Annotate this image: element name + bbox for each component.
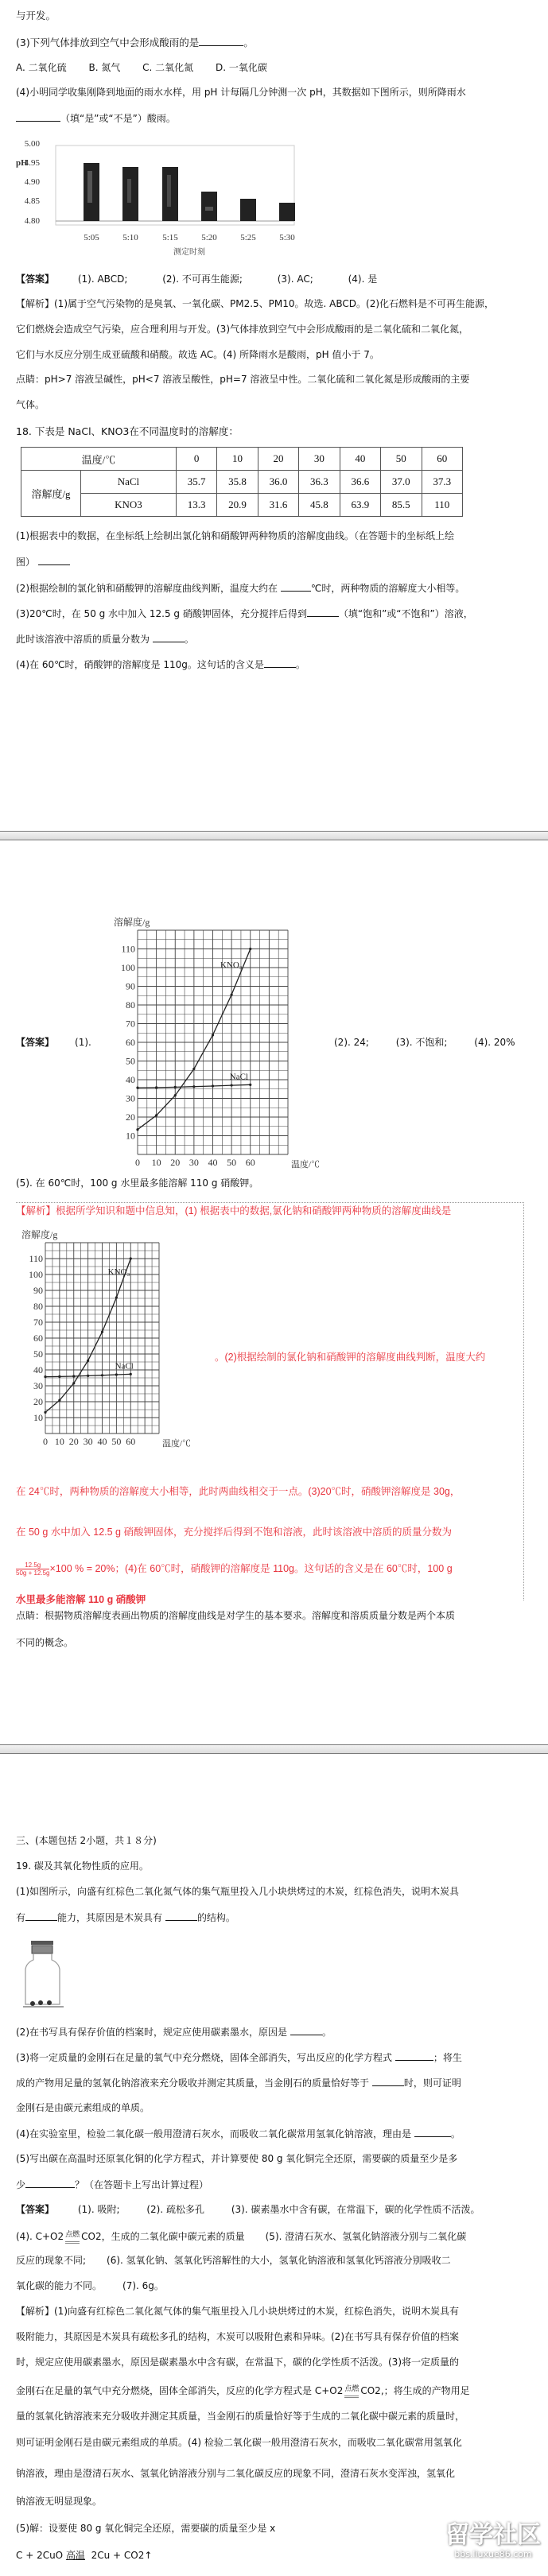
q-text: (2)在书写具有保存价值的档案时，规定应使用碳素墨水，原因是 <box>16 2027 288 2038</box>
fraction-numerator: 12.5g <box>16 1562 49 1569</box>
text-line: 与开发。 <box>16 10 56 21</box>
table-cell: 36.6 <box>340 471 380 494</box>
question-18-3-cont <box>16 632 194 646</box>
table-header: 40 <box>340 448 380 471</box>
answer-item: (4). 是 <box>348 274 378 285</box>
fraction-denominator: 50g + 12.5g <box>16 1569 50 1577</box>
ph-bar-chart <box>16 139 318 258</box>
svg-text:5:25: 5:25 <box>240 233 256 242</box>
solubility-chart-answer <box>103 914 321 1170</box>
watermark-sub: bbs.liuxue86.com <box>454 2549 532 2559</box>
svg-text:10: 10 <box>33 1412 43 1423</box>
answer-blank[interactable] <box>25 1911 57 1921</box>
svg-text:30: 30 <box>188 1157 199 1168</box>
ytick: 4.80 <box>24 216 40 226</box>
svg-text:温度/℃: 温度/℃ <box>162 1439 192 1449</box>
x-axis-label: 测定时刻 <box>173 248 205 257</box>
analysis-text: 则可证明金刚石是由碳元素组成的单质。(4) 检验二氧化碳一般用澄清石灰水，而吸收二氧化碳常用氢氧化 <box>16 2437 462 2448</box>
q-text: (3)下列气体排放到空气中会形成酸雨的是 <box>16 37 200 48</box>
analysis-text: 吸附能力，其原因是木炭具有疏松多孔的结构，木炭可以吸附色素和异味。(2)在书写具有保存价值的档案 <box>16 2331 460 2342</box>
q-text: (4)在 60℃时，硝酸钾的溶解度是 110g。这句话的含义是 <box>16 659 264 670</box>
answer-item: (3). 碳素墨水中含有碳，在常温下，碳的化学性质不活泼。 <box>231 2204 480 2215</box>
answer-blank[interactable] <box>307 607 339 617</box>
answer-item: (6). 氢氧化钠、氢氧化钙溶解性的大小，氢氧化钠溶液和氢氧化钙溶液分别吸收二 <box>107 2255 451 2266</box>
answer-blank[interactable] <box>264 658 296 668</box>
svg-text:100: 100 <box>29 1269 43 1280</box>
analysis-text-red <box>16 1562 453 1577</box>
q-text: (2)根据绘制的氯化钠和硝酸钾的溶解度曲线判断，温度大约在 <box>16 583 278 594</box>
table-header: 20 <box>258 448 298 471</box>
svg-text:90: 90 <box>33 1285 43 1296</box>
answer-row-19-l2 <box>16 2229 466 2244</box>
answer-item: 氧化碳的能力不同。 <box>16 2280 103 2291</box>
svg-text:80: 80 <box>126 999 135 1011</box>
y-axis-ticks <box>16 139 41 226</box>
bars <box>84 163 295 221</box>
svg-text:0: 0 <box>135 1157 140 1168</box>
answer-item: (5). 澄清石灰水、氢氧化钠溶液分别与二氧化碳 <box>265 2231 467 2242</box>
svg-text:5:10: 5:10 <box>122 233 138 242</box>
svg-text:70: 70 <box>33 1317 43 1328</box>
q-text: 时，则可证明 <box>403 2077 461 2089</box>
question-17-4-cont <box>16 111 176 125</box>
table-cell: 31.6 <box>258 494 298 517</box>
table-cell: 36.0 <box>258 471 298 494</box>
question-18-1-cont <box>16 555 70 568</box>
svg-text:5:05: 5:05 <box>84 233 99 242</box>
table-header: 0 <box>176 448 216 471</box>
question-17-4: (4)小明同学收集刚降到地面的雨水水样，用 pH 计每隔几分钟测一次 pH，其数据如下图所示，则所降雨水 <box>16 87 466 98</box>
svg-text:10: 10 <box>126 1130 135 1142</box>
q-text: 能力，其原因是木炭具有 <box>57 1912 163 1923</box>
q-text: ？（在答题卡上写出计算过程） <box>75 2179 209 2190</box>
bar-highlights <box>87 171 213 211</box>
analysis-text-red: 在 24℃时，两种物质的溶解度大小相等，此时两曲线相交于一点。(3)20℃时，硝酸钾溶解度是 30g， <box>16 1486 461 1497</box>
analysis-text: 量的氢氧化钠溶液来充分吸收并测定其质量，当金刚石的质量恰好等于生成的二氧化碳中碳元素的质量时， <box>16 2411 465 2422</box>
answer-row-18 <box>16 1036 91 1049</box>
q-text: 。 <box>243 37 254 48</box>
answer-item: (4). C+O2 <box>16 2231 64 2242</box>
table-header: 60 <box>422 448 463 471</box>
question-18-1: (1)根据表中的数据，在坐标纸上绘制出氯化钠和硝酸钾两种物质的溶解度曲线。（在答题卡的坐标纸上绘 <box>16 530 455 541</box>
svg-text:20: 20 <box>126 1111 135 1123</box>
row-group-label: 溶解度/g <box>21 471 81 517</box>
analysis-text: 时，规定应使用碳素墨水，原因是碳素墨水中含有碳，在常温下，碳的化学性质不活泼。(3)将一定质量的 <box>16 2357 460 2368</box>
answer-blank[interactable] <box>199 36 243 46</box>
question-18-intro: 18. 下表是 NaCl、KNO3在不同温度时的溶解度： <box>16 425 239 437</box>
svg-text:50: 50 <box>126 1055 135 1067</box>
row-label: NaCl <box>81 471 177 494</box>
q-text: 。 <box>450 2128 461 2140</box>
ytick: 4.85 <box>24 196 40 206</box>
reaction-condition: 点燃 <box>65 2229 80 2244</box>
table-cell: 36.3 <box>299 471 340 494</box>
question-19-2 <box>16 2025 332 2039</box>
table-header: 10 <box>217 448 258 471</box>
svg-text:60: 60 <box>126 1037 135 1048</box>
question-19-3 <box>16 2050 462 2064</box>
analysis-text: 【解析】(1)属于空气污染物的是臭氧、一氧化碳、PM2.5、PM10。故选. ABCD。(2)化石燃料是不可再生能源， <box>16 298 495 309</box>
svg-text:40: 40 <box>208 1157 218 1168</box>
table-cell: 13.3 <box>176 494 216 517</box>
answer-blank[interactable] <box>153 632 185 642</box>
watermark <box>445 2522 541 2560</box>
table-header: 50 <box>381 448 422 471</box>
tip-text: 点睛：pH>7 溶液呈碱性，pH<7 溶液呈酸性，pH=7 溶液呈中性。二氧化硫和二氧化氮是形成酸雨的主要 <box>16 374 470 385</box>
table-cell: 85.5 <box>381 494 422 517</box>
question-19-1: (1)如图所示，向盛有红棕色二氧化氮气体的集气瓶里投入几小块烘烤过的木炭，红棕色消失，说明木炭具 <box>16 1886 460 1897</box>
answer-row-19-l3 <box>16 2254 451 2267</box>
svg-text:NaCl: NaCl <box>115 1361 134 1371</box>
tip-text: 不同的概念。 <box>16 1637 74 1648</box>
table-cell: 63.9 <box>340 494 380 517</box>
reaction-condition: 高温 <box>65 2550 85 2561</box>
answer-blank[interactable] <box>290 2025 322 2035</box>
y-axis-label: pH <box>16 158 28 168</box>
tip-text: 气体。 <box>16 399 45 410</box>
option-b: B. 氮气 <box>88 62 121 73</box>
answer-item-5: (5). 在 60℃时，100 g 水里最多能溶解 110 g 硝酸钾。 <box>16 1177 259 1189</box>
analysis-text-red: 【解析】根据所学知识和题中信息知，(1) 根据表中的数据,氯化钠和硝酸钾两种物质的溶解度曲线是 <box>16 1205 452 1216</box>
question-19-5-cont <box>16 2178 208 2191</box>
analysis-text <box>16 2383 470 2398</box>
svg-text:30: 30 <box>126 1092 135 1104</box>
table-cell: 35.7 <box>176 471 216 494</box>
table-row <box>21 471 463 494</box>
svg-text:溶解度/g: 溶解度/g <box>114 917 150 928</box>
answer-item: (1). <box>75 1037 91 1048</box>
analysis-text: 【解析】(1)向盛有红棕色二氧化氮气体的集气瓶里投入几小块烘烤过的木炭，红棕色消失，说明木炭具有 <box>16 2306 460 2317</box>
svg-text:溶解度/g: 溶解度/g <box>21 1229 58 1240</box>
answer-blank[interactable] <box>25 2178 75 2188</box>
answer-item: CO2，生成的二氧化碳中碳元素的质量 <box>81 2231 245 2242</box>
equation-line <box>16 2549 152 2562</box>
svg-text:KNO₃: KNO₃ <box>220 960 243 970</box>
svg-text:30: 30 <box>83 1436 93 1447</box>
page-separator <box>0 1744 548 1754</box>
answer-label: 【答案】 <box>16 1037 55 1048</box>
svg-text:5:20: 5:20 <box>201 233 217 242</box>
analysis-text: 钠溶液无明显现象。 <box>16 2496 103 2507</box>
answer-row-18-rest <box>334 1036 515 1049</box>
svg-text:90: 90 <box>126 980 135 992</box>
q-text: 2Cu + CO2↑ <box>91 2550 153 2561</box>
svg-text:60: 60 <box>33 1333 43 1344</box>
answer-label: 【答案】 <box>16 274 55 285</box>
ytick: 4.95 <box>24 158 40 168</box>
svg-text:NaCl: NaCl <box>229 1072 248 1082</box>
question-18-3 <box>16 607 473 620</box>
q-text: ℃时，两种物质的溶解度大小相等。 <box>310 583 465 594</box>
page-separator <box>0 831 548 840</box>
row-label: KNO3 <box>81 494 177 517</box>
question-19-title: 19. 碳及其氧化物性质的应用。 <box>16 1860 149 1872</box>
ytick: 4.90 <box>24 177 40 187</box>
analysis-text: 它们与水反应分别生成亚硫酸和硝酸。故选 AC。(4) 所降雨水是酸雨，pH 值小于 7。 <box>16 349 379 360</box>
q-text: （填“是”或“不是”）酸雨。 <box>60 113 176 124</box>
svg-text:20: 20 <box>33 1396 43 1407</box>
q-text: C + 2CuO <box>16 2550 64 2561</box>
answer-item: (2). 不可再生能源; <box>162 274 243 285</box>
q-text: (4)在实验室里，检验二氧化碳一般用澄清石灰水，而吸收二氧化碳常用氢氧化钠溶液，理由是 <box>16 2128 412 2140</box>
svg-text:50: 50 <box>33 1348 43 1360</box>
svg-text:30: 30 <box>33 1380 43 1391</box>
question-19-3-cont <box>16 2076 461 2089</box>
q-text: 。 <box>321 2027 332 2038</box>
svg-text:10: 10 <box>151 1157 161 1168</box>
svg-text:60: 60 <box>126 1436 136 1447</box>
table-cell: 20.9 <box>217 494 258 517</box>
answer-item: (1). ABCD; <box>77 274 128 285</box>
svg-text:KNO₃: KNO₃ <box>107 1267 130 1277</box>
q-text: 有 <box>16 1912 26 1923</box>
answer-blank[interactable] <box>281 581 311 592</box>
answer-item: 反应的现象不同; <box>16 2255 87 2266</box>
svg-text:110: 110 <box>121 943 135 955</box>
svg-text:100: 100 <box>121 962 135 973</box>
answer-item: (1). 吸附; <box>77 2204 120 2215</box>
svg-text:40: 40 <box>97 1436 107 1447</box>
ytick: 5.00 <box>24 139 40 149</box>
analysis-text-red: 。(2)根据绘制的氯化钠和硝酸钾的溶解度曲线判断，温度大约 <box>215 1352 486 1363</box>
solubility-chart-analysis <box>12 1227 219 1465</box>
svg-text:40: 40 <box>33 1364 43 1375</box>
svg-text:20: 20 <box>170 1157 181 1168</box>
q-text: ×100 % = 20%；(4)在 60℃时，硝酸钾的溶解度是 110g。这句话的含义是在 60℃时，100 g <box>49 1562 453 1574</box>
answer-blank[interactable] <box>414 2127 451 2137</box>
solubility-table <box>21 447 463 517</box>
q-text: 。 <box>184 634 194 645</box>
tip-text: 点睛：根据物质溶解度表画出物质的溶解度曲线是对学生的基本要求。溶解度和溶质质量分数是两个本质 <box>16 1610 456 1621</box>
svg-text:20: 20 <box>68 1436 79 1447</box>
gas-bottle-icon <box>20 1936 68 2012</box>
analysis-text-red: 在 50 g 水中加入 12.5 g 硝酸钾固体，充分搅拌后得到不饱和溶液，此时该溶液中溶质的质量分数为 <box>16 1527 452 1538</box>
question-19-1-cont <box>16 1911 235 1924</box>
answer-row-17 <box>16 273 377 285</box>
q-text: 成的产物用足量的氢氧化钠溶液来充分吸收并测定其质量，当金刚石的质量恰好等于 <box>16 2077 370 2089</box>
q-text: 图） <box>16 557 36 568</box>
answer-blank[interactable] <box>165 1911 197 1921</box>
table-cell: 37.3 <box>422 471 463 494</box>
question-18-4 <box>16 658 305 671</box>
analysis-text-red: 水里最多能溶解 110 g 硝酸钾 <box>16 1594 146 1605</box>
svg-text:110: 110 <box>29 1253 43 1264</box>
table-header: 温度/℃ <box>21 448 177 471</box>
x-axis-ticks <box>84 233 295 242</box>
q-text: 。 <box>295 659 305 670</box>
q-text: (3)将一定质量的金刚石在足量的氧气中充分燃烧，固体全部消失，写出反应的化学方程式 <box>16 2052 393 2063</box>
answer-item: (3). AC; <box>277 274 313 285</box>
svg-text:5:15: 5:15 <box>162 233 178 242</box>
svg-text:温度/℃: 温度/℃ <box>291 1160 321 1170</box>
q-text: 金刚石在足量的氧气中充分燃烧，固体全部消失，反应的化学方程式是 C+O2 <box>16 2385 344 2396</box>
fraction <box>16 1562 49 1577</box>
svg-text:10: 10 <box>54 1436 64 1447</box>
svg-text:0: 0 <box>43 1436 48 1447</box>
table-cell: 45.8 <box>299 494 340 517</box>
reaction-condition: 点燃 <box>344 2383 359 2398</box>
watermark-main: 留学社区 <box>445 2521 541 2549</box>
option-a: A. 二氧化硫 <box>16 62 67 73</box>
table-row <box>21 494 463 517</box>
svg-text:50: 50 <box>227 1157 237 1168</box>
table-cell: 35.8 <box>217 471 258 494</box>
question-19-4 <box>16 2127 461 2140</box>
answer-item: (2). 疏松多孔 <box>146 2204 204 2215</box>
analysis-text: 钠溶液，理由是澄清石灰水、氢氧化钠溶液分别与二氧化碳反应的现象不同，澄清石灰水变浑浊，氢氧化 <box>16 2468 456 2479</box>
svg-text:60: 60 <box>245 1157 255 1168</box>
answer-row-19-l4 <box>16 2279 164 2292</box>
answer-blank[interactable] <box>372 2076 404 2086</box>
options-row <box>16 61 267 74</box>
analysis-text: (5)解：设要使 80 g 氧化铜完全还原，需要碳的质量至少是 x <box>16 2523 276 2534</box>
answer-blank[interactable] <box>16 111 60 122</box>
q-text: (3)20℃时，在 50 g 水中加入 12.5 g 硝酸钾固体，充分搅拌后得到 <box>16 608 307 619</box>
answer-item: (7). 6g。 <box>122 2280 164 2291</box>
option-d: D. 一氧化碳 <box>216 62 267 73</box>
table-header: 30 <box>299 448 340 471</box>
svg-text:70: 70 <box>126 1018 135 1030</box>
answer-blank[interactable] <box>38 555 70 565</box>
section-heading: 三、(本题包括 2小题，共１８分) <box>16 1835 157 1846</box>
question-18-2 <box>16 581 464 595</box>
question-17-3 <box>16 36 254 49</box>
answer-item: (4). 20% <box>474 1037 515 1048</box>
q-text: 此时该溶液中溶质的质量分数为 <box>16 634 150 645</box>
question-19-3-cont: 金刚石是由碳元素组成的单质。 <box>16 2102 150 2113</box>
question-19-5: (5)写出碳在高温时还原氧化铜的化学方程式，并计算要使 80 g 氧化铜完全还原，需要碳的质量至少是多 <box>16 2153 458 2164</box>
answer-label: 【答案】 <box>16 2204 55 2215</box>
table-cell: 110 <box>422 494 463 517</box>
svg-text:80: 80 <box>33 1301 43 1312</box>
q-text: 少 <box>16 2179 26 2190</box>
q-text: ；将生 <box>433 2052 462 2063</box>
analysis-text: 它们燃烧会造成空气污染，应合理利用与开发。(3)气体排放到空气中会形成酸雨的是二氧化硫和二氧化氮， <box>16 324 469 335</box>
answer-row-19 <box>16 2203 480 2216</box>
svg-text:40: 40 <box>126 1074 135 1085</box>
answer-blank[interactable] <box>395 2050 433 2061</box>
table-header-row <box>21 448 463 471</box>
q-text: （填“饱和”或“不饱和”）溶液， <box>338 608 473 619</box>
q-text: 的结构。 <box>196 1912 235 1923</box>
svg-text:5:30: 5:30 <box>279 233 295 242</box>
answer-item: (3). 不饱和; <box>395 1037 448 1048</box>
q-text: CO2,；将生成的产物用足 <box>360 2385 470 2396</box>
table-cell: 37.0 <box>381 471 422 494</box>
option-c: C. 二氧化氮 <box>142 62 194 73</box>
svg-text:50: 50 <box>111 1436 122 1447</box>
answer-item: (2). 24; <box>334 1037 369 1048</box>
